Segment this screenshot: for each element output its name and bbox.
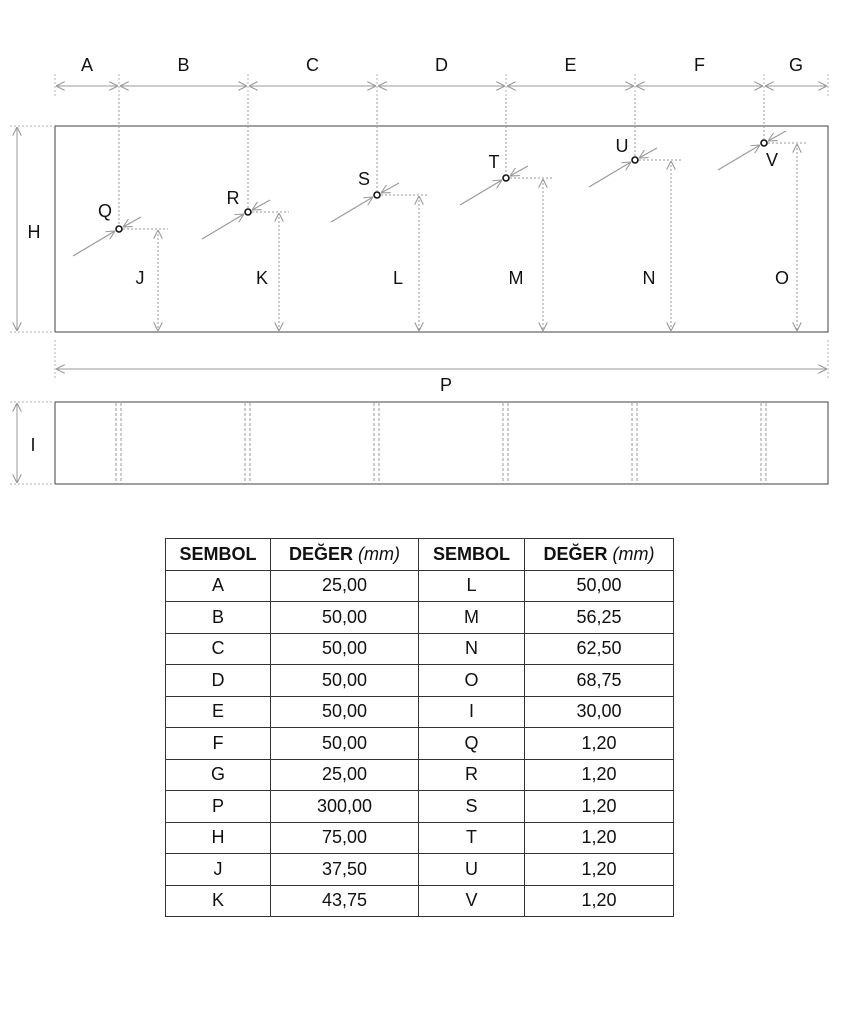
- value-cell: 56,25: [525, 602, 674, 634]
- hole-height-label: J: [135, 268, 145, 288]
- hole-label: R: [226, 188, 240, 208]
- symbol-header-2: SEMBOL: [419, 539, 525, 571]
- value-cell: 1,20: [525, 822, 674, 854]
- hole-group: [73, 98, 807, 331]
- hole-u: [589, 98, 681, 331]
- thickness-dimension: [10, 402, 55, 484]
- value-cell: 1,20: [525, 759, 674, 791]
- hole-r: [202, 98, 289, 331]
- front-view-outline: [55, 126, 828, 332]
- symbol-cell: J: [166, 854, 271, 886]
- hole-label: U: [615, 136, 629, 156]
- value-cell: 50,00: [271, 728, 419, 760]
- value-cell: 1,20: [525, 728, 674, 760]
- symbol-cell: T: [419, 822, 525, 854]
- symbol-cell: K: [166, 885, 271, 917]
- dimension-label: G: [788, 55, 804, 75]
- hole-height-label: N: [642, 268, 656, 288]
- value-cell: 30,00: [525, 696, 674, 728]
- side-view-outline: [55, 402, 828, 484]
- value-cell: 1,20: [525, 854, 674, 886]
- total-width-label: P: [439, 375, 453, 395]
- symbol-cell: U: [419, 854, 525, 886]
- table-row: [166, 633, 674, 665]
- table-row: [166, 728, 674, 760]
- height-label: H: [27, 222, 41, 242]
- value-cell: 43,75: [271, 885, 419, 917]
- value-cell: 50,00: [271, 633, 419, 665]
- hole-height-label: L: [392, 268, 404, 288]
- symbol-cell: B: [166, 602, 271, 634]
- side-view-slots: [116, 403, 766, 483]
- symbol-cell: O: [419, 665, 525, 697]
- value-cell: 37,50: [271, 854, 419, 886]
- hole-height-label: K: [255, 268, 269, 288]
- hole-height-label: O: [774, 268, 790, 288]
- value-cell: 1,20: [525, 791, 674, 823]
- symbol-cell: D: [166, 665, 271, 697]
- hole-circle: [503, 175, 509, 181]
- value-cell: 75,00: [271, 822, 419, 854]
- value-cell: 50,00: [271, 665, 419, 697]
- value-cell: 50,00: [271, 602, 419, 634]
- dimension-label: B: [177, 55, 190, 75]
- dimension-table: [165, 538, 674, 917]
- table-row: [166, 759, 674, 791]
- symbol-cell: E: [166, 696, 271, 728]
- hole-s: [331, 98, 429, 331]
- hole-label: V: [765, 150, 779, 170]
- value-cell: 25,00: [271, 759, 419, 791]
- value-header-2: DEĞER (mm): [525, 539, 674, 571]
- hole-circle: [374, 192, 380, 198]
- symbol-cell: I: [419, 696, 525, 728]
- hole-label: T: [488, 152, 500, 172]
- value-cell: 300,00: [271, 791, 419, 823]
- symbol-cell: R: [419, 759, 525, 791]
- table-header-row: [166, 539, 674, 571]
- dimension-label: A: [80, 55, 94, 75]
- value-cell: 25,00: [271, 570, 419, 602]
- dimension-label: D: [435, 55, 448, 75]
- symbol-cell: V: [419, 885, 525, 917]
- value-header: DEĞER (mm): [271, 539, 419, 571]
- symbol-cell: G: [166, 759, 271, 791]
- dimension-label: E: [564, 55, 577, 75]
- table-row: [166, 822, 674, 854]
- height-dimension: [10, 126, 55, 332]
- table-row: [166, 854, 674, 886]
- value-cell: 50,00: [271, 696, 419, 728]
- dimension-label: F: [694, 55, 705, 75]
- symbol-cell: C: [166, 633, 271, 665]
- table-row: [166, 885, 674, 917]
- value-cell: 1,20: [525, 885, 674, 917]
- table-row: [166, 602, 674, 634]
- symbol-cell: M: [419, 602, 525, 634]
- symbol-cell: H: [166, 822, 271, 854]
- value-cell: 68,75: [525, 665, 674, 697]
- top-dimension-chain: [55, 55, 828, 97]
- symbol-cell: P: [166, 791, 271, 823]
- hole-circle: [116, 226, 122, 232]
- hole-label: Q: [97, 201, 113, 221]
- total-width-dimension: [55, 340, 828, 395]
- symbol-cell: S: [419, 791, 525, 823]
- table-row: [166, 570, 674, 602]
- hole-q: [73, 98, 168, 331]
- hole-t: [460, 98, 553, 331]
- symbol-header: SEMBOL: [166, 539, 271, 571]
- table-row: [166, 696, 674, 728]
- symbol-cell: Q: [419, 728, 525, 760]
- thickness-label: I: [30, 435, 36, 455]
- symbol-cell: N: [419, 633, 525, 665]
- table-row: [166, 665, 674, 697]
- symbol-cell: L: [419, 570, 525, 602]
- hole-circle: [245, 209, 251, 215]
- symbol-cell: A: [166, 570, 271, 602]
- table-row: [166, 791, 674, 823]
- symbol-cell: F: [166, 728, 271, 760]
- hole-v: [718, 98, 807, 331]
- value-cell: 50,00: [525, 570, 674, 602]
- dimension-label: C: [306, 55, 319, 75]
- hole-label: S: [357, 169, 371, 189]
- hole-height-label: M: [508, 268, 524, 288]
- hole-circle: [632, 157, 638, 163]
- hole-circle: [761, 140, 767, 146]
- value-cell: 62,50: [525, 633, 674, 665]
